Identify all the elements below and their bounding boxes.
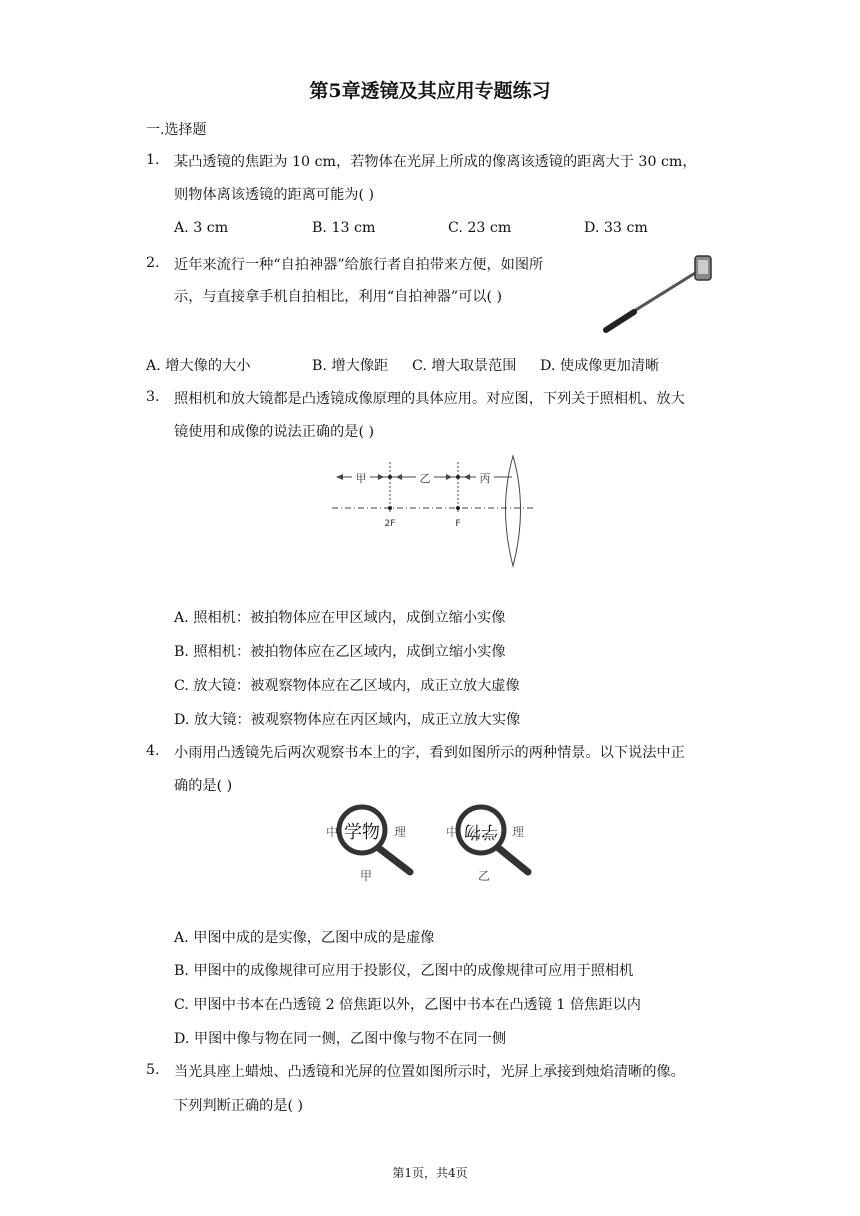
q3-line1: 照相机和放大镜都是凸透镜成像原理的具体应用。对应图，下列关于照相机、放大 <box>174 391 685 407</box>
q1-option-b: B. 13 cm <box>312 220 376 236</box>
q3-option-b: B. 照相机：被拍物体应在乙区域内，成倒立缩小实像 <box>174 644 506 660</box>
q1-option-c: C. 23 cm <box>448 220 512 236</box>
q4-right-big: 学物 <box>464 821 498 841</box>
q4-left-big: 学物 <box>344 822 380 843</box>
q5-line1: 当光具座上蜡烛、凸透镜和光屏的位置如图所示时，光屏上承接到烛焰清晰的像。 <box>174 1064 685 1080</box>
q4-option-c: C. 甲图中书本在凸透镜 2 倍焦距以外，乙图中书本在凸透镜 1 倍焦距以内 <box>174 997 641 1013</box>
selfie-stick-figure <box>600 250 720 335</box>
q2-line2: 示，与直接拿手机自拍相比，利用“自拍神器”可以( ) <box>174 289 503 305</box>
q3-lens-diagram <box>330 452 540 572</box>
q1-option-a: A. 3 cm <box>174 220 229 236</box>
q1-option-d: D. 33 cm <box>584 220 648 236</box>
q1-line1: 某凸透镜的焦距为 10 cm，若物体在光屏上所成的像离该透镜的距离大于 30 cm， <box>174 154 697 170</box>
page-title: 第5章透镜及其应用专题练习 <box>309 80 551 102</box>
q1-line2: 则物体离该透镜的距离可能为( ) <box>174 187 375 203</box>
q2-option-d: D. 使成像更加清晰 <box>540 358 660 374</box>
q3-label-f: F <box>455 519 461 529</box>
q4-option-b: B. 甲图中的成像规律可应用于投影仪，乙图中的成像规律可应用于照相机 <box>174 963 634 979</box>
q4-magnifier-figure <box>318 800 548 886</box>
q4-left-zhong: 中 <box>326 825 339 839</box>
section-heading: 一.选择题 <box>146 122 207 138</box>
q2-number: 2. <box>146 255 160 271</box>
q4-line2: 确的是( ) <box>174 778 233 794</box>
q5-number: 5. <box>146 1062 160 1078</box>
q2-option-c: C. 增大取景范围 <box>412 358 517 374</box>
q4-left-label: 甲 <box>360 869 373 883</box>
q2-line1: 近年来流行一种“自拍神器”给旅行者自拍带来方便，如图所 <box>174 257 544 273</box>
q5-line2: 下列判断正确的是( ) <box>174 1098 304 1114</box>
q2-option-b: B. 增大像距 <box>312 358 389 374</box>
q1-number: 1. <box>146 152 160 168</box>
q3-option-a: A. 照相机：被拍物体应在甲区域内，成倒立缩小实像 <box>174 610 506 626</box>
q4-number: 4. <box>146 743 160 759</box>
q4-option-a: A. 甲图中成的是实像，乙图中成的是虚像 <box>174 930 435 946</box>
q4-option-d: D. 甲图中像与物在同一侧，乙图中像与物不在同一侧 <box>174 1031 507 1047</box>
q4-line1: 小雨用凸透镜先后两次观察书本上的字，看到如图所示的两种情景。以下说法中正 <box>174 745 685 761</box>
q3-label-bing: 丙 <box>479 472 491 485</box>
q4-right-zhong: 中 <box>446 825 459 839</box>
q3-label-jia: 甲 <box>355 472 367 485</box>
q3-option-d: D. 放大镜：被观察物体应在丙区域内，成正立放大实像 <box>174 712 521 728</box>
q3-label-yi: 乙 <box>419 472 431 485</box>
q3-label-2f: 2F <box>384 519 396 529</box>
page-footer: 第1页，共4页 <box>392 1166 468 1180</box>
q2-option-a: A. 增大像的大小 <box>146 358 251 374</box>
q4-right-li: 理 <box>512 825 525 839</box>
q3-line2: 镜使用和成像的说法正确的是( ) <box>174 424 375 440</box>
q3-option-c: C. 放大镜：被观察物体应在乙区域内，成正立放大虚像 <box>174 678 520 694</box>
q4-left-li: 理 <box>394 825 407 839</box>
q3-number: 3. <box>146 389 160 405</box>
q4-right-label: 乙 <box>478 869 491 883</box>
